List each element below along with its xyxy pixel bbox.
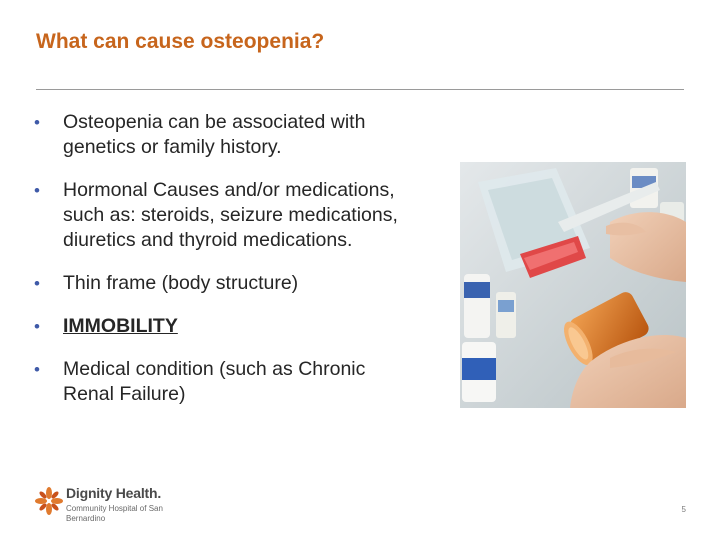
title-divider [36, 89, 684, 90]
photo-illustration [460, 162, 686, 408]
bullet-text: Osteopenia can be associated with genetics or family history. [63, 111, 366, 158]
bullet-text: Hormonal Causes and/or medications, such as: steroids, seizure medications, diuretics and thyroid medications. [63, 179, 398, 251]
bullet-text: Thin frame (body structure) [63, 272, 299, 294]
dignity-health-logo [34, 484, 194, 532]
bullet-item [34, 357, 414, 407]
bullet-text: IMMOBILITY [63, 315, 178, 337]
bullet-item [34, 178, 414, 253]
slide-title: What can cause osteopenia? [36, 30, 325, 53]
logo-subtitle: Community Hospital of San Bernardino [66, 504, 163, 523]
bullet-marker: • [34, 113, 40, 132]
pharmacy-medication-photo [460, 162, 686, 408]
dignity-health-mark-icon [34, 486, 64, 516]
bullet-marker: • [34, 317, 40, 336]
bullet-marker: • [34, 360, 40, 379]
page-number: 5 [681, 505, 686, 514]
bullet-list [34, 110, 414, 425]
bullet-item [34, 314, 414, 339]
bullet-text: Medical condition (such as Chronic Renal Failure) [63, 358, 366, 405]
bullet-item [34, 271, 414, 296]
bullet-marker: • [34, 181, 40, 200]
bullet-item [34, 110, 414, 160]
logo-name: Dignity Health. [66, 485, 162, 501]
bullet-marker: • [34, 274, 40, 293]
